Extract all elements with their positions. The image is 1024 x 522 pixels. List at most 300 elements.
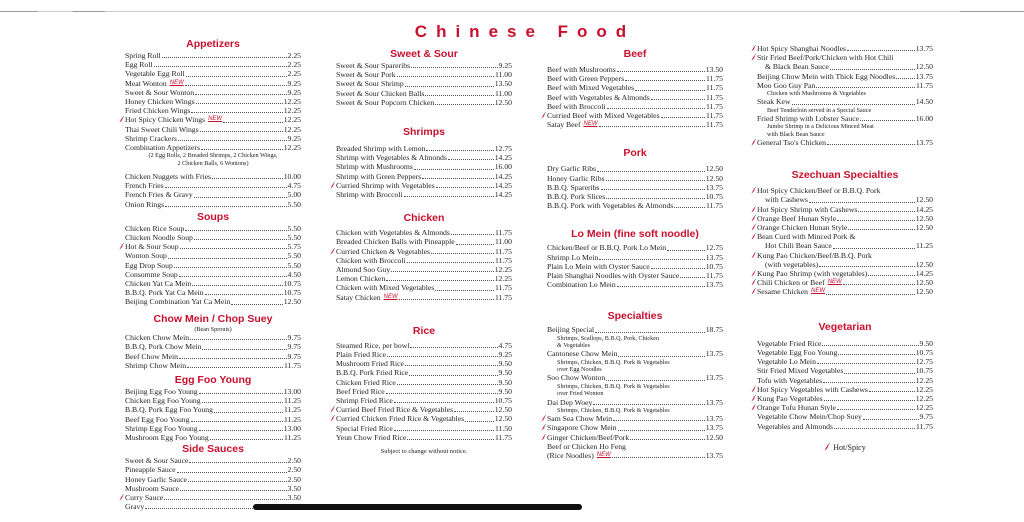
menu-item-price: 12.50: [915, 259, 933, 269]
menu-item-price: 2.25: [287, 60, 301, 70]
menu-item: [757, 81, 933, 90]
menu-item-price: 12.50: [915, 213, 933, 223]
dot-leader: [411, 67, 497, 68]
dot-leader: [188, 481, 287, 482]
menu-item-name: Beef with Vegetables & Almonds: [547, 92, 650, 102]
chili-pepper-icon: [751, 386, 756, 393]
menu-item: [336, 396, 512, 405]
menu-item: [125, 143, 301, 152]
menu-item: [336, 341, 512, 350]
menu-item-name: Plain Fried Rice: [336, 350, 386, 360]
menu-item: [125, 251, 301, 260]
dot-leader: [205, 294, 283, 295]
menu-item-name: Shrimp Egg Foo Young: [125, 423, 198, 433]
menu-item-name: Egg Drop Soup: [125, 260, 173, 270]
menu-item-description: Shrimps, Chicken, B.B.Q. Pork & Vegetables: [557, 358, 670, 366]
menu-item: [757, 223, 933, 232]
section-title-pork: Pork: [623, 147, 647, 160]
dot-leader: [651, 99, 705, 100]
menu-item: [125, 279, 301, 288]
dot-leader: [179, 276, 287, 277]
menu-item-price: 4.75: [287, 181, 301, 191]
menu-item-price: 11.25: [283, 432, 301, 442]
dot-leader: [190, 339, 286, 340]
dot-leader: [394, 430, 494, 431]
dot-leader: [168, 258, 287, 259]
menu-item: [547, 442, 723, 451]
menu-item-price: 12.50: [283, 297, 301, 307]
chili-pepper-icon: [751, 270, 756, 277]
menu-item-price: 11.75: [705, 74, 723, 84]
menu-item-price: 14.25: [915, 204, 933, 214]
menu-item-name: Beijing Combination Yat Ca Mein: [125, 297, 231, 307]
menu-item: [125, 288, 301, 297]
shrimps-list: [336, 144, 512, 199]
column-3: [547, 38, 723, 460]
menu-item: [125, 270, 301, 279]
menu-item-price: 5.50: [287, 223, 301, 233]
menu-item-name: Hot Spicy Chicken/Beef or B.B.Q. Pork: [757, 186, 881, 196]
dot-leader: [824, 400, 915, 401]
menu-item-description: Shrimps, Chicken, B.B.Q. Pork & Vegetables: [557, 406, 670, 414]
menu-item-price: 12.25: [283, 143, 301, 153]
menu-item: [125, 297, 301, 306]
menu-item-price: 14.25: [494, 190, 512, 200]
menu-item-description: with Black Bean Sauce: [767, 130, 825, 138]
menu-item-price: 12.25: [283, 124, 301, 134]
menu-item-price: 5.00: [287, 190, 301, 200]
menu-item-name: Meat Wonton: [125, 78, 167, 88]
menu-item: [757, 205, 933, 214]
menu-item-name: Dai Dep Woey: [547, 397, 593, 407]
crop-mark: [73, 11, 105, 12]
menu-item-name: Kung Pao Chicken/Beef/B.B.Q. Pork: [757, 250, 872, 260]
dot-leader: [858, 211, 914, 212]
menu-item: [547, 174, 723, 183]
menu-item-price: 12.25: [915, 403, 933, 413]
dot-leader: [397, 76, 494, 77]
menu-item-price: 13.75: [705, 280, 723, 290]
menu-item: [757, 97, 933, 106]
dot-leader: [625, 80, 705, 81]
menu-item-name: Yeun Chow Fried Rice: [336, 432, 407, 442]
menu-item: [125, 424, 301, 433]
menu-item: [336, 256, 512, 265]
dot-leader: [199, 430, 283, 431]
menu-item-price: 11.75: [705, 271, 723, 281]
menu-item-price: 13.75: [705, 414, 723, 424]
menu-item-name: Steamed Rice, per bowl: [336, 340, 410, 350]
menu-item-price: 12.50: [705, 432, 723, 442]
menu-item-name: Kung Pao Shrimp (with vegetables): [757, 269, 868, 279]
menu-item-price: 11.75: [915, 421, 933, 431]
dot-leader: [178, 140, 287, 141]
menu-item: [125, 200, 301, 209]
menu-item-price: 10.75: [494, 396, 512, 406]
menu-item-name: Special Fried Rice: [336, 423, 393, 433]
dot-leader: [830, 69, 915, 70]
menu-item: [547, 83, 723, 92]
appetizers-extra-list: [125, 172, 301, 209]
dot-leader: [212, 178, 283, 179]
menu-item-description: Beef Tenderloin served in a Special Sauce: [767, 106, 872, 114]
dot-leader: [394, 402, 494, 403]
dot-leader: [196, 103, 283, 104]
dot-leader: [431, 253, 494, 254]
dot-leader: [194, 197, 287, 198]
dot-leader: [816, 87, 915, 88]
menu-item: [336, 350, 512, 359]
menu-item-price: 9.75: [287, 351, 301, 361]
menu-item-name: with Cashews: [765, 195, 808, 205]
menu-item: [125, 475, 301, 484]
menu-item-name: Onion Rings: [125, 199, 165, 209]
menu-item-price: 13.75: [705, 423, 723, 433]
dot-leader: [199, 393, 283, 394]
section-title-sweet-sour: Sweet & Sour: [390, 48, 458, 60]
chili-pepper-icon: [541, 434, 546, 441]
menu-item: [336, 237, 512, 246]
menu-item-name: Curried Shrimp with Vegetables: [336, 180, 435, 190]
menu-item-price: 13.75: [915, 138, 933, 148]
menu-item: [125, 134, 301, 143]
dot-leader: [202, 402, 283, 403]
menu-item-name: Combination Lo Mein: [547, 280, 616, 290]
menu-item: [336, 414, 512, 423]
chili-pepper-icon: [330, 415, 335, 422]
menu-item-name: Breaded Chicken Balls with Pineapple: [336, 237, 455, 247]
chili-pepper-icon: [751, 215, 756, 222]
menu-item-name: Moo Goo Guy Pan: [757, 80, 816, 90]
menu-item-name: Sesame Chicken: [757, 287, 809, 297]
menu-item: [547, 414, 723, 423]
menu-item-price: 14.25: [494, 171, 512, 181]
menu-item-name: Sweet & Sour Pork: [336, 70, 396, 80]
menu-item-name: (Rice Noodles): [547, 450, 594, 460]
chili-pepper-icon: [330, 248, 335, 255]
menu-item-price: 11.00: [494, 88, 512, 98]
hot-spicy-legend: [757, 443, 933, 453]
section-title-soups: Soups: [196, 210, 230, 223]
menu-item: [547, 325, 723, 334]
dot-leader: [164, 499, 286, 500]
menu-item-name: Hot Spicy Vegetables with Cashews: [757, 384, 868, 394]
menu-item: [757, 366, 933, 375]
menu-item-price: 11.75: [705, 111, 723, 121]
dot-leader: [162, 57, 287, 58]
menu-item-name: B.B.Q. Pork Yat Ca Mein: [125, 288, 204, 298]
menu-item-name: Hot Chili Bean Sauce: [765, 241, 832, 251]
menu-item: [125, 181, 301, 190]
dot-leader: [661, 117, 705, 118]
dot-leader: [595, 332, 705, 333]
menu-item-description: Jumbo Shrimp in a Delicious Minced Meat: [767, 123, 874, 131]
menu-item-price: 2.25: [287, 69, 301, 79]
menu-item: [336, 89, 512, 98]
menu-item: [125, 88, 301, 97]
menu-item-name: Shrimp with Vegetables & Almonds: [336, 153, 447, 163]
menu-item-name: Thai Sweet Chili Wings: [125, 124, 199, 134]
menu-item-name: Satay Beef: [547, 120, 581, 130]
menu-item-name: Chicken Chow Mein: [125, 333, 190, 343]
menu-item: [757, 278, 933, 287]
menu-item-price: 12.50: [915, 287, 933, 297]
menu-item-price: 13.75: [915, 71, 933, 81]
menu-item-price: 12.75: [705, 243, 723, 253]
menu-item-price: 4.50: [287, 269, 301, 279]
menu-item-name: Consomme Soup: [125, 269, 178, 279]
menu-item: [547, 65, 723, 74]
menu-item: [125, 415, 301, 424]
dot-leader: [863, 419, 919, 420]
menu-item: [336, 70, 512, 79]
menu-item-name: B.B.Q. Spareribs: [547, 182, 600, 192]
menu-item-price: 12.25: [494, 274, 512, 284]
menu-item: [757, 232, 933, 241]
menu-item-name: Cantonese Chow Mein: [547, 349, 618, 359]
section-title-specialties: Specialties: [607, 310, 663, 323]
menu-item-price: 9.25: [498, 61, 512, 70]
menu-item-name: (with vegetables): [765, 259, 819, 269]
menu-item: [336, 61, 512, 70]
dot-leader: [680, 277, 705, 278]
chili-pepper-icon: [751, 252, 756, 259]
dot-leader: [223, 122, 283, 123]
horizontal-scrollbar[interactable]: [253, 504, 582, 510]
menu-item: [336, 405, 512, 414]
dot-leader: [407, 262, 494, 263]
menu-item-price: 12.25: [283, 106, 301, 116]
menu-item-name: Vegetable Fried Rice: [757, 338, 822, 348]
chili-pepper-icon: [751, 279, 756, 286]
menu-item: [757, 44, 933, 53]
menu-item: [125, 456, 301, 465]
dot-leader: [436, 187, 494, 188]
menu-item: [757, 251, 933, 260]
dot-leader: [404, 196, 494, 197]
menu-item-price: 11.75: [705, 101, 723, 111]
menu-item-price: 12.50: [915, 195, 933, 205]
menu-item-name: Hot Spicy Shrimp with Cashews: [757, 204, 858, 214]
menu-item-price: 12.50: [915, 223, 933, 233]
menu-item-name: Beef Fried Rice: [336, 386, 385, 396]
menu-item-name: Singapore Chow Mein: [547, 423, 617, 433]
menu-item-price: 10.75: [705, 261, 723, 271]
menu-item-name: Stir Fried Beef/Pork/Chicken with Hot Chili: [757, 53, 894, 63]
menu-item: [125, 387, 301, 396]
menu-item-price: 12.50: [494, 405, 512, 415]
menu-item-name: Fried Shrimp with Lobster Sauce: [757, 114, 860, 124]
dot-leader: [606, 198, 704, 199]
dot-leader: [451, 234, 494, 235]
menu-item: [547, 451, 723, 460]
menu-item-name: Beef with Broccoli: [547, 101, 606, 111]
menu-item: [336, 274, 512, 283]
menu-item: [757, 339, 933, 348]
menu-item-description: Shrimps, Chicken, B.B.Q. Pork & Vegetables: [557, 382, 670, 390]
menu-item-name: Soo Chow Wonton: [547, 373, 606, 383]
soups-list: [125, 224, 301, 307]
menu-item: [125, 233, 301, 242]
beef-list: [547, 65, 723, 129]
section-title-rice: Rice: [412, 324, 436, 337]
chili-pepper-icon: [751, 54, 756, 61]
chili-pepper-icon: [751, 404, 756, 411]
menu-item-price: 12.25: [283, 97, 301, 107]
menu-item-name: Beef with Mushrooms: [547, 65, 616, 74]
menu-item-price: 2.50: [287, 474, 301, 484]
dot-leader: [838, 354, 914, 355]
chili-pepper-icon: [751, 206, 756, 213]
menu-item-name: Honey Garlic Ribs: [547, 173, 605, 183]
menu-item-price: 13.50: [494, 79, 512, 89]
menu-item: [125, 405, 301, 414]
menu-item: [757, 376, 933, 385]
menu-item: [547, 349, 723, 358]
menu-item: [757, 260, 933, 269]
menu-item: [336, 424, 512, 433]
menu-item: [125, 352, 301, 361]
menu-item-name: Hot & Sour Soup: [125, 242, 179, 252]
section-title-side-sauces: Side Sauces: [182, 443, 244, 456]
menu-item-price: 11.75: [494, 228, 512, 238]
column-2: [336, 38, 512, 456]
dot-leader: [837, 409, 915, 410]
menu-item: [336, 265, 512, 274]
chow-mein-list: [125, 333, 301, 370]
menu-item: [125, 125, 301, 134]
menu-item-price: 14.25: [915, 269, 933, 279]
new-badge: NEW: [169, 79, 184, 86]
chow-mein-note: (Bean Sprouts): [194, 325, 232, 333]
menu-item-price: 9.50: [498, 368, 512, 378]
menu-item-name: Beef with Green Peppers: [547, 74, 625, 84]
menu-item-name: Curried Chicken & Vegetables: [336, 246, 431, 256]
menu-item: [336, 247, 512, 256]
dot-leader: [599, 259, 704, 260]
menu-item-name: Honey Chicken Wings: [125, 97, 195, 107]
chili-pepper-icon: [119, 243, 124, 250]
menu-item-name: French Fries & Gravy: [125, 190, 193, 200]
menu-item-name: Vegetable Egg Roll: [125, 69, 185, 79]
chili-pepper-icon: [541, 424, 546, 431]
menu-item-name: Sweet & Sour Wonton: [125, 87, 195, 97]
appetizers-list: [125, 51, 301, 152]
dot-leader: [200, 131, 283, 132]
menu-item: [125, 493, 301, 502]
menu-item-price: 9.50: [919, 338, 933, 348]
menu-item-name: Sweet & Sour Spareribs: [336, 61, 411, 70]
menu-item-name: Hot Spicy Shanghai Noodles: [757, 44, 847, 53]
dot-leader: [414, 169, 494, 170]
menu-item-price: 13.75: [705, 182, 723, 192]
dot-leader: [191, 421, 283, 422]
chili-pepper-icon: [330, 406, 335, 413]
menu-item-price: 13.75: [705, 373, 723, 383]
menu-item: [125, 172, 301, 181]
menu-item: [757, 287, 933, 296]
menu-item-name: Beijing Egg Foo Young: [125, 386, 198, 396]
dot-leader: [847, 50, 915, 51]
menu-item-price: 13.00: [283, 423, 301, 433]
menu-item-price: 9.50: [498, 359, 512, 369]
menu-item-name: Chicken Noodle Soup: [125, 233, 193, 243]
menu-item: [336, 172, 512, 181]
dot-leader: [606, 180, 705, 181]
menu-item-price: 14.50: [915, 97, 933, 107]
menu-item-name: Beef with Mixed Vegetables: [547, 83, 635, 93]
menu-item-price: 3.50: [287, 483, 301, 493]
menu-item-name: Vegetable Egg Foo Young: [757, 347, 838, 357]
menu-item-price: 11.25: [915, 241, 933, 251]
menu-item-name: Bean Curd with Minced Pork &: [757, 232, 856, 242]
menu-item-price: 11.25: [283, 405, 301, 415]
menu-item-price: 10.75: [283, 288, 301, 298]
menu-item: [125, 51, 301, 60]
menu-item-name: French Fries: [125, 181, 164, 191]
menu-item-name: Curried Beef Fried Rice & Vegetables: [336, 405, 454, 415]
section-title-egg-foo-young: Egg Foo Young: [174, 373, 252, 386]
menu-item: [757, 62, 933, 71]
menu-item-price: 10.75: [915, 366, 933, 376]
menu-item-name: B.B.Q. Pork Fried Rice: [336, 368, 409, 378]
dot-leader: [214, 412, 283, 413]
menu-item: [125, 361, 301, 370]
menu-item-price: 11.75: [494, 292, 512, 302]
menu-item-name: Chili Chicken or Beef: [757, 278, 825, 288]
menu-title: Chinese Food: [414, 22, 636, 41]
menu-item: [757, 412, 933, 421]
menu-item-price: 16.00: [915, 114, 933, 124]
dot-leader: [165, 187, 287, 188]
menu-item-name: Shrimp with Broccoli: [336, 190, 403, 200]
menu-item-name: Honey Garlic Sauce: [125, 474, 187, 484]
menu-item: [547, 192, 723, 201]
dot-leader: [868, 275, 915, 276]
menu-item-price: 11.75: [494, 246, 512, 256]
menu-item-name: Egg Roll: [125, 60, 153, 70]
menu-item: [125, 465, 301, 474]
menu-item-price: 11.75: [494, 432, 512, 442]
menu-item-name: Dry Garlic Ribs: [547, 164, 597, 174]
menu-item-price: 11.75: [705, 201, 723, 211]
dot-leader: [180, 248, 287, 249]
dot-leader: [819, 266, 915, 267]
menu-item-name: Mushroom Sauce: [125, 483, 180, 493]
menu-item-price: 9.75: [287, 342, 301, 352]
dot-leader: [425, 95, 494, 96]
dot-leader: [179, 358, 287, 359]
new-badge: NEW: [208, 116, 223, 123]
menu-item-name: Shrimp Lo Mein: [547, 252, 599, 262]
menu-item-name: Wonton Soup: [125, 251, 167, 261]
dot-leader: [635, 90, 705, 91]
menu-item-price: 11.75: [283, 360, 301, 370]
menu-item: [547, 280, 723, 289]
menu-item: [757, 214, 933, 223]
house-specials-list: [757, 44, 933, 147]
szechuan-list: [757, 186, 933, 296]
menu-item: [547, 253, 723, 262]
menu-item: [125, 484, 301, 493]
chili-pepper-icon: [751, 187, 756, 194]
chili-pepper-icon: [751, 233, 756, 240]
dot-leader: [597, 171, 705, 172]
menu-item-price: 12.75: [494, 144, 512, 154]
dot-leader: [869, 391, 915, 392]
menu-item: [547, 111, 723, 120]
dot-leader: [860, 120, 915, 121]
